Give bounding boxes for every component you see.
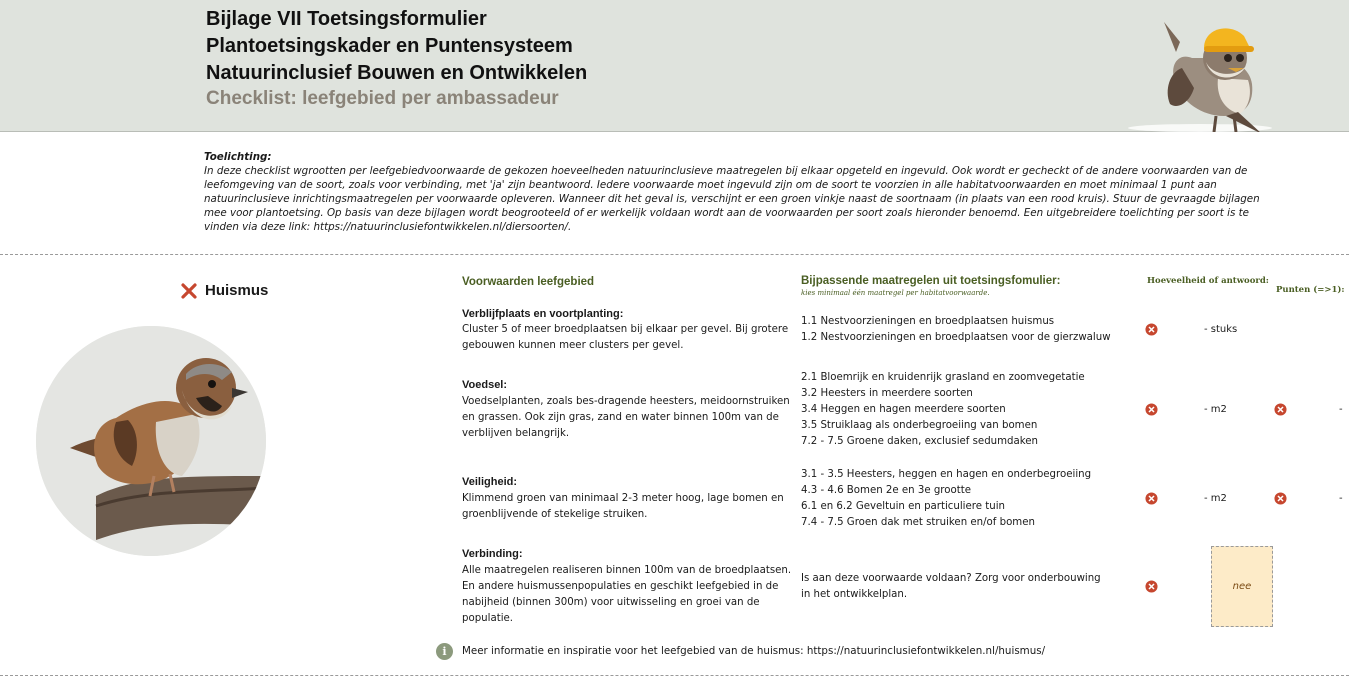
measure-item: 2.1 Bloemrijk en kruidenrijk grasland en zoomvegetatie (801, 372, 1085, 383)
condition-text-connection: Alle maatregelen realiseren binnen 100m van de broedplaatsen. En andere huismussenpopulaties en geschikt leefgebied in de nabijheid (binnen 300m) voor uitwisseling en groei van de populatie. (462, 565, 792, 624)
measure-item: 3.4 Heggen en hagen meerdere soorten (801, 404, 1006, 415)
points-value: - (1339, 493, 1343, 504)
section-divider-top (0, 254, 1349, 255)
measures-subheader: kies minimaal één maatregel per habitatvoorwaarde. (801, 289, 990, 297)
quantity-header: Hoeveelheid of antwoord: (1147, 276, 1269, 286)
measure-item: 6.1 en 6.2 Geveltuin en particuliere tuin (801, 501, 1005, 512)
measure-item: 3.5 Struiklaag als onderbegroeiing van bomen (801, 420, 1038, 431)
header-title-line1: Bijlage VII Toetsingsformulier (206, 8, 487, 30)
red-cross-icon (181, 283, 197, 299)
measure-item: 7.2 - 7.5 Groene daken, exclusief sedumdaken (801, 436, 1039, 447)
quantity-unit[interactable]: - m2 (1204, 493, 1227, 504)
species-name: Huismus (205, 282, 269, 299)
header-title-line3: Natuurinclusief Bouwen en Ontwikkelen (206, 62, 588, 84)
condition-title-food: Voedsel: (462, 379, 508, 391)
sparrow-photo (36, 326, 266, 556)
quantity-unit[interactable]: - stuks (1204, 324, 1238, 335)
status-cross-icon (1145, 323, 1158, 336)
conditions-header: Voorwaarden leefgebied (462, 276, 595, 288)
status-cross-icon (1145, 492, 1158, 505)
points-cross-icon (1274, 403, 1287, 416)
measures-list-safety (801, 467, 1141, 531)
measure-item: 4.3 - 4.6 Bomen 2e en 3e grootte (801, 485, 971, 496)
answer-value: nee (1232, 581, 1252, 592)
points-header: Punten (=>1): (1276, 285, 1345, 295)
explanation-block (204, 150, 1264, 234)
measure-item: 1.1 Nestvoorzieningen en broedplaatsen huismus (801, 316, 1055, 327)
condition-title-breeding: Verblijfplaats en voortplanting: (462, 308, 624, 320)
condition-text-food: Voedselplanten, zoals bes-dragende heesters, meidoornstruiken en grassen. Ook zijn gras, zand en water binnen 100m van de verblijven belangrijk. (462, 396, 790, 439)
condition-text-breeding: Cluster 5 of meer broedplaatsen bij elkaar per gevel. Bij grotere gebouwen kunnen meer clusters per gevel. (462, 324, 789, 351)
measures-list-food (801, 370, 1141, 450)
measure-item: in het ontwikkelplan. (801, 589, 908, 600)
measure-item: 1.2 Nestvoorzieningen en broedplaatsen voor de gierzwaluw (801, 332, 1111, 343)
measure-item: 3.2 Heesters in meerdere soorten (801, 388, 973, 399)
explanation-title: Toelichting: (204, 151, 272, 163)
measure-item: Is aan deze voorwaarde voldaan? Zorg voor onderbouwing (801, 573, 1101, 584)
measures-header: Bijpassende maatregelen uit toetsingsfomulier: (801, 275, 1061, 287)
measure-item: 3.1 - 3.5 Heesters, heggen en hagen en onderbegroeiing (801, 469, 1092, 480)
measures-list-breeding (801, 314, 1141, 346)
info-icon: i (436, 643, 453, 660)
condition-title-connection: Verbinding: (462, 548, 523, 560)
measure-item: 7.4 - 7.5 Groen dak met struiken en/of bomen (801, 517, 1035, 528)
header-title-line2: Plantoetsingskader en Puntensysteem (206, 35, 573, 57)
section-divider-bottom (0, 675, 1349, 676)
points-value: - (1339, 404, 1343, 415)
explanation-text: In deze checklist wgrootten per leefgebiedvoorwaarde de gekozen hoeveelheden natuurinclusieve maatregelen bij elkaar opgeteld en ingevuld. Ook wordt er gecheckt of de andere voorwaarden van de leefomgeving van de soort, zoals voor verbinding, met 'ja' zijn beantwoord. Iedere voorwaarde moet ingevuld zijn om de soort te voorzien in alle habitatvoorwaarden en moet minimaal 1 punt aan natuurinclusieve inrichtingsmaatregelen per voorwaarde opleveren. Wanneer dit het geval is, verschijnt er een groen vinkje naast de soortnaam (in plaats van een rood kruis). Stuur de gevraagde bijlagen mee voor plantoetsing. Op basis van deze bijlagen wordt beogrooteeld of er werkelijk voldaan wordt aan de voorwaarden per soort zoals hieronder benoemd. Een uitgebreidere toelichting per soort is te vinden via deze link: https://natuurinclusiefontwikkelen.nl/diersoorten/. (204, 165, 1260, 233)
measures-question-connection (801, 571, 1141, 603)
condition-title-safety: Veiligheid: (462, 476, 518, 488)
status-cross-icon (1145, 580, 1158, 593)
points-cross-icon (1274, 492, 1287, 505)
answer-dropdown[interactable] (1211, 546, 1273, 627)
header-subtitle: Checklist: leefgebied per ambassadeur (206, 88, 559, 109)
sparrow-mascot-illustration (1120, 12, 1280, 132)
condition-text-safety: Klimmend groen van minimaal 2-3 meter hoog, lage bomen en groenblijvende of stekelige struiken. (462, 493, 784, 520)
info-link-text[interactable]: Meer informatie en inspiratie voor het leefgebied van de huismus: https://natuurinclusiefontwikkelen.nl/huismus/ (462, 645, 1046, 657)
header-banner (0, 0, 1349, 132)
quantity-unit[interactable]: - m2 (1204, 404, 1227, 415)
status-cross-icon (1145, 403, 1158, 416)
